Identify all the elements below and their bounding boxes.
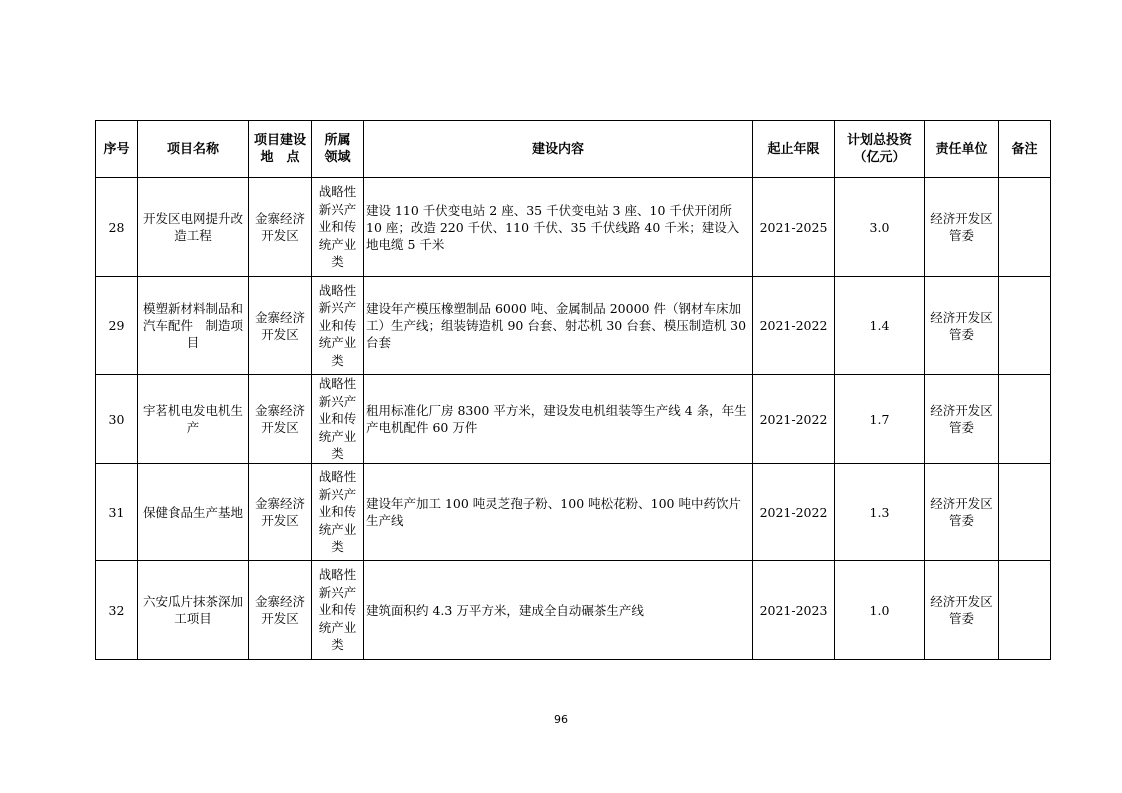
header-seq: 序号 <box>96 121 138 178</box>
cell-unit: 经济开发区管委 <box>925 375 999 464</box>
header-field: 所属 领域 <box>312 121 364 178</box>
cell-seq: 28 <box>96 178 138 277</box>
cell-location: 金寨经济开发区 <box>249 178 312 277</box>
project-table <box>95 120 1051 660</box>
cell-field: 战略性新兴产业和传统产业类 <box>312 464 364 561</box>
cell-location: 金寨经济开发区 <box>249 464 312 561</box>
header-location: 项目建设 地 点 <box>249 121 312 178</box>
cell-investment: 1.7 <box>835 375 925 464</box>
table-row <box>96 178 1051 277</box>
cell-period: 2021-2022 <box>753 375 835 464</box>
cell-field: 战略性新兴产业和传统产业类 <box>312 178 364 277</box>
cell-period: 2021-2023 <box>753 561 835 660</box>
page-number: 96 <box>554 713 568 726</box>
cell-unit: 经济开发区管委 <box>925 277 999 375</box>
cell-field: 战略性新兴产业和传统产业类 <box>312 561 364 660</box>
cell-field: 战略性新兴产业和传统产业类 <box>312 277 364 375</box>
table-row <box>96 561 1051 660</box>
table-row <box>96 375 1051 464</box>
cell-remark <box>999 375 1051 464</box>
cell-remark <box>999 561 1051 660</box>
cell-seq: 31 <box>96 464 138 561</box>
header-investment: 计划总投资 （亿元） <box>835 121 925 178</box>
cell-investment: 3.0 <box>835 178 925 277</box>
cell-investment: 1.4 <box>835 277 925 375</box>
cell-period: 2021-2025 <box>753 178 835 277</box>
cell-content: 建设 110 千伏变电站 2 座、35 千伏变电站 3 座、10 千伏开闭所 10 座；改造 220 千伏、110 千伏、35 千伏线路 40 千米；建设入地电缆 5 千米 <box>364 178 753 277</box>
header-name: 项目名称 <box>138 121 249 178</box>
cell-seq: 32 <box>96 561 138 660</box>
cell-field: 战略性新兴产业和传统产业类 <box>312 375 364 464</box>
cell-remark <box>999 464 1051 561</box>
cell-content: 租用标准化厂房 8300 平方米，建设发电机组装等生产线 4 条，年生产电机配件 60 万件 <box>364 375 753 464</box>
cell-name: 保健食品生产基地 <box>138 464 249 561</box>
cell-seq: 29 <box>96 277 138 375</box>
header-row <box>96 121 1051 178</box>
table-row <box>96 464 1051 561</box>
cell-location: 金寨经济开发区 <box>249 375 312 464</box>
header-unit: 责任单位 <box>925 121 999 178</box>
cell-unit: 经济开发区管委 <box>925 464 999 561</box>
cell-investment: 1.3 <box>835 464 925 561</box>
cell-location: 金寨经济开发区 <box>249 277 312 375</box>
cell-remark <box>999 178 1051 277</box>
cell-investment: 1.0 <box>835 561 925 660</box>
cell-seq: 30 <box>96 375 138 464</box>
header-content: 建设内容 <box>364 121 753 178</box>
cell-name: 开发区电网提升改造工程 <box>138 178 249 277</box>
cell-name: 六安瓜片抹茶深加工项目 <box>138 561 249 660</box>
header-period: 起止年限 <box>753 121 835 178</box>
cell-name: 宇茗机电发电机生产 <box>138 375 249 464</box>
cell-unit: 经济开发区管委 <box>925 178 999 277</box>
table-row <box>96 277 1051 375</box>
cell-unit: 经济开发区管委 <box>925 561 999 660</box>
header-remark: 备注 <box>999 121 1051 178</box>
cell-location: 金寨经济开发区 <box>249 561 312 660</box>
cell-name: 模塑新材料制品和汽车配件 制造项目 <box>138 277 249 375</box>
cell-period: 2021-2022 <box>753 277 835 375</box>
cell-content: 建设年产加工 100 吨灵芝孢子粉、100 吨松花粉、100 吨中药饮片生产线 <box>364 464 753 561</box>
cell-content: 建设年产模压橡塑制品 6000 吨、金属制品 20000 件（钢材车床加工）生产线；组装铸造机 90 台套、射芯机 30 台套、模压制造机 30 台套 <box>364 277 753 375</box>
cell-remark <box>999 277 1051 375</box>
cell-content: 建筑面积约 4.3 万平方米，建成全自动碾茶生产线 <box>364 561 753 660</box>
cell-period: 2021-2022 <box>753 464 835 561</box>
